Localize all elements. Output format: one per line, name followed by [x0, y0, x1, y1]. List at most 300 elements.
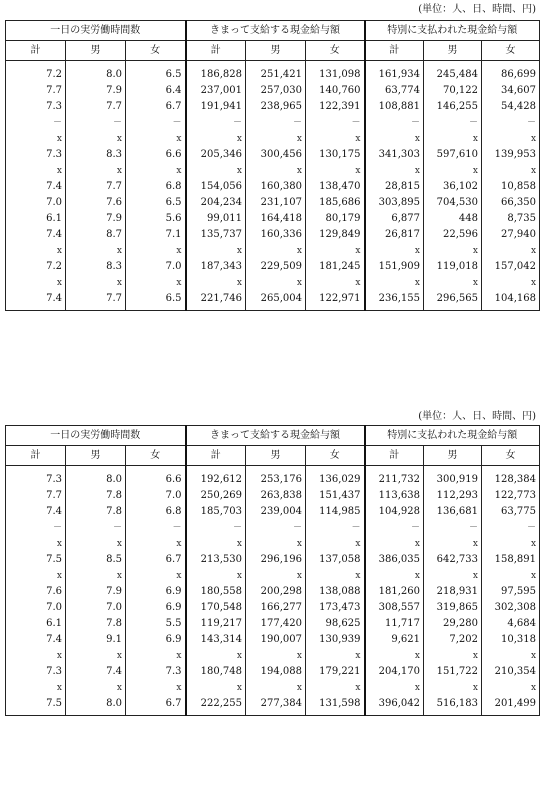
- table-cell: 341,303: [365, 147, 424, 163]
- table-cell: x: [66, 568, 126, 584]
- table-cell: 98,625: [306, 616, 365, 632]
- table-cell: x: [246, 275, 306, 291]
- table-cell: 7.4: [6, 227, 66, 243]
- table-cell: 179,221: [306, 664, 365, 680]
- table-cell: 6.9: [126, 600, 186, 616]
- table-cell: 8,735: [482, 211, 540, 227]
- table-row: [6, 115, 540, 131]
- table-cell: 10,858: [482, 179, 540, 195]
- group-header-regular-pay: きまって支給する現金給与額: [186, 426, 365, 446]
- table-cell: 238,965: [246, 99, 306, 115]
- table-cell: x: [424, 243, 482, 259]
- column-header: 男: [246, 41, 306, 61]
- table-row: [6, 648, 540, 664]
- table-cell: 7.6: [6, 584, 66, 600]
- table-cell: 210,354: [482, 664, 540, 680]
- table-cell: 154,056: [186, 179, 246, 195]
- table-row: [6, 99, 540, 115]
- table-cell: 7.1: [126, 227, 186, 243]
- table-row: [6, 243, 540, 259]
- table-row: [6, 147, 540, 163]
- column-header: 計: [6, 41, 66, 61]
- table-cell: 194,088: [246, 664, 306, 680]
- table-cell: －: [306, 115, 365, 131]
- table-cell: x: [6, 275, 66, 291]
- table-cell: x: [186, 131, 246, 147]
- table-cell: 28,815: [365, 179, 424, 195]
- table-cell: x: [6, 131, 66, 147]
- table-cell: 6.8: [126, 179, 186, 195]
- table-body: [6, 466, 540, 716]
- table-cell: 186,828: [186, 61, 246, 84]
- table-cell: 146,255: [424, 99, 482, 115]
- table-cell: 7.0: [6, 600, 66, 616]
- table-cell: 5.6: [126, 211, 186, 227]
- table-cell: 164,418: [246, 211, 306, 227]
- table-cell: 7.4: [6, 504, 66, 520]
- table-cell: 7.0: [126, 488, 186, 504]
- unit-note: (単位：人、日、時間、円): [418, 411, 536, 422]
- table-cell: x: [186, 163, 246, 179]
- table-cell: 205,346: [186, 147, 246, 163]
- table-cell: 27,940: [482, 227, 540, 243]
- table-cell: 222,255: [186, 696, 246, 716]
- table-cell: 6.6: [126, 147, 186, 163]
- table-cell: 597,610: [424, 147, 482, 163]
- subheader-row: [6, 446, 540, 466]
- table-row: [6, 211, 540, 227]
- column-header: 女: [482, 41, 540, 61]
- table-row: [6, 259, 540, 275]
- table-cell: 108,881: [365, 99, 424, 115]
- table-cell: 448: [424, 211, 482, 227]
- wage-table: [5, 20, 540, 311]
- table-row: [6, 680, 540, 696]
- table-cell: 158,891: [482, 552, 540, 568]
- table-cell: 7.5: [6, 552, 66, 568]
- table-cell: 10,318: [482, 632, 540, 648]
- table-cell: x: [186, 568, 246, 584]
- group-header-row: [6, 426, 540, 446]
- table-cell: 54,428: [482, 99, 540, 115]
- table-cell: 177,420: [246, 616, 306, 632]
- table-row: [6, 195, 540, 211]
- table-cell: x: [126, 243, 186, 259]
- table-row: [6, 83, 540, 99]
- table-cell: 7.2: [6, 61, 66, 84]
- table-cell: 8.0: [66, 466, 126, 489]
- table-cell: 166,277: [246, 600, 306, 616]
- column-header: 計: [365, 446, 424, 466]
- table-cell: 8.0: [66, 61, 126, 84]
- wage-table: [5, 425, 540, 716]
- table-cell: 119,217: [186, 616, 246, 632]
- table-cell: 122,391: [306, 99, 365, 115]
- table-cell: x: [482, 163, 540, 179]
- table-cell: 213,530: [186, 552, 246, 568]
- table-cell: 7.8: [66, 488, 126, 504]
- table-cell: 130,939: [306, 632, 365, 648]
- table-cell: x: [66, 243, 126, 259]
- table-cell: 6.9: [126, 632, 186, 648]
- table-cell: 180,558: [186, 584, 246, 600]
- table-cell: x: [424, 648, 482, 664]
- table-cell: x: [424, 163, 482, 179]
- table-cell: 204,170: [365, 664, 424, 680]
- group-header-regular-pay: きまって支給する現金給与額: [186, 21, 365, 41]
- table-cell: 136,029: [306, 466, 365, 489]
- table-row: [6, 504, 540, 520]
- table-cell: 7.4: [6, 632, 66, 648]
- table-cell: 36,102: [424, 179, 482, 195]
- table-cell: 296,196: [246, 552, 306, 568]
- table-cell: 204,234: [186, 195, 246, 211]
- table-cell: 157,042: [482, 259, 540, 275]
- column-header: 男: [424, 446, 482, 466]
- table-row: [6, 520, 540, 536]
- table-cell: x: [126, 163, 186, 179]
- table-cell: 319,865: [424, 600, 482, 616]
- column-header: 男: [246, 446, 306, 466]
- column-header: 女: [306, 446, 365, 466]
- table-cell: 253,176: [246, 466, 306, 489]
- table-cell: 8.0: [66, 696, 126, 716]
- table-row: [6, 552, 540, 568]
- table-cell: x: [6, 568, 66, 584]
- table-row: [6, 584, 540, 600]
- column-header: 男: [66, 446, 126, 466]
- table-cell: x: [246, 648, 306, 664]
- table-cell: x: [424, 568, 482, 584]
- table-cell: 66,350: [482, 195, 540, 211]
- table-cell: 6.1: [6, 616, 66, 632]
- table-cell: 7.4: [66, 664, 126, 680]
- table-cell: 7.3: [126, 664, 186, 680]
- table-cell: 642,733: [424, 552, 482, 568]
- column-header: 計: [186, 41, 246, 61]
- table-cell: x: [306, 243, 365, 259]
- table-row: [6, 163, 540, 179]
- table-cell: x: [66, 536, 126, 552]
- table-cell: 137,058: [306, 552, 365, 568]
- table-cell: x: [306, 131, 365, 147]
- table-cell: 138,088: [306, 584, 365, 600]
- table-cell: －: [66, 115, 126, 131]
- table-cell: x: [365, 163, 424, 179]
- table-row: [6, 616, 540, 632]
- table-row: [6, 632, 540, 648]
- table-cell: 173,473: [306, 600, 365, 616]
- table-cell: 192,612: [186, 466, 246, 489]
- table-cell: 516,183: [424, 696, 482, 716]
- table-cell: x: [126, 131, 186, 147]
- table-cell: x: [246, 163, 306, 179]
- table-cell: 180,748: [186, 664, 246, 680]
- table-cell: 86,699: [482, 61, 540, 84]
- table-cell: x: [365, 680, 424, 696]
- table-row: [6, 131, 540, 147]
- table-cell: 250,269: [186, 488, 246, 504]
- table-cell: －: [482, 115, 540, 131]
- table-cell: 136,681: [424, 504, 482, 520]
- column-header: 女: [482, 446, 540, 466]
- table-body: [6, 61, 540, 311]
- table-cell: 114,985: [306, 504, 365, 520]
- table-cell: 119,018: [424, 259, 482, 275]
- table-cell: －: [246, 520, 306, 536]
- table-cell: 7.9: [66, 83, 126, 99]
- table-cell: x: [365, 275, 424, 291]
- table-cell: x: [246, 568, 306, 584]
- table-cell: x: [6, 680, 66, 696]
- table-cell: x: [6, 163, 66, 179]
- table-cell: 7.3: [6, 99, 66, 115]
- table-cell: x: [365, 648, 424, 664]
- table-cell: 6.5: [126, 195, 186, 211]
- table-cell: x: [66, 680, 126, 696]
- table-cell: 151,722: [424, 664, 482, 680]
- table-cell: 265,004: [246, 291, 306, 311]
- table-cell: x: [186, 243, 246, 259]
- table-cell: 70,122: [424, 83, 482, 99]
- table-cell: x: [246, 243, 306, 259]
- table-cell: 7.9: [66, 211, 126, 227]
- table-cell: 303,895: [365, 195, 424, 211]
- table-cell: 7.4: [6, 179, 66, 195]
- table-row: [6, 275, 540, 291]
- table-row: [6, 466, 540, 489]
- table-cell: 4,684: [482, 616, 540, 632]
- table-cell: 160,336: [246, 227, 306, 243]
- table-cell: 7.7: [66, 291, 126, 311]
- column-header: 計: [186, 446, 246, 466]
- table-cell: 296,565: [424, 291, 482, 311]
- table-cell: 151,909: [365, 259, 424, 275]
- table-cell: x: [365, 536, 424, 552]
- table-cell: 6.9: [126, 584, 186, 600]
- table-row: [6, 488, 540, 504]
- table-cell: x: [424, 536, 482, 552]
- table-cell: 7.4: [6, 291, 66, 311]
- table-cell: －: [126, 520, 186, 536]
- table-cell: 181,245: [306, 259, 365, 275]
- table-cell: x: [126, 275, 186, 291]
- table-cell: 104,168: [482, 291, 540, 311]
- table-cell: 185,686: [306, 195, 365, 211]
- table-cell: 160,380: [246, 179, 306, 195]
- table-cell: 170,548: [186, 600, 246, 616]
- table-cell: x: [126, 648, 186, 664]
- table-cell: x: [246, 131, 306, 147]
- table-cell: 6.7: [126, 552, 186, 568]
- table-cell: 131,598: [306, 696, 365, 716]
- table-cell: 237,001: [186, 83, 246, 99]
- table-cell: 218,931: [424, 584, 482, 600]
- table-cell: x: [6, 648, 66, 664]
- table-cell: 6.5: [126, 61, 186, 84]
- table-row: [6, 227, 540, 243]
- table-cell: x: [424, 275, 482, 291]
- table-cell: x: [186, 648, 246, 664]
- subheader-row: [6, 41, 540, 61]
- table-cell: －: [6, 520, 66, 536]
- table-cell: 9,621: [365, 632, 424, 648]
- table-cell: x: [482, 568, 540, 584]
- table-cell: 7.7: [66, 99, 126, 115]
- table-cell: 7.8: [66, 616, 126, 632]
- table-cell: 7.6: [66, 195, 126, 211]
- table-cell: x: [126, 680, 186, 696]
- table-cell: 34,607: [482, 83, 540, 99]
- table-cell: 29,280: [424, 616, 482, 632]
- table-cell: x: [186, 275, 246, 291]
- table-cell: x: [306, 163, 365, 179]
- table-cell: 7.5: [6, 696, 66, 716]
- table-cell: 7.0: [6, 195, 66, 211]
- group-header-hours: 一日の実労働時間数: [6, 426, 186, 446]
- table-cell: x: [6, 536, 66, 552]
- table-cell: 8.3: [66, 147, 126, 163]
- unit-note: (単位：人、日、時間、円): [418, 4, 536, 15]
- group-header-hours: 一日の実労働時間数: [6, 21, 186, 41]
- table-cell: x: [482, 131, 540, 147]
- table-cell: 63,775: [482, 504, 540, 520]
- table-cell: 7.3: [6, 147, 66, 163]
- table-cell: 221,746: [186, 291, 246, 311]
- table-cell: 99,011: [186, 211, 246, 227]
- table-cell: 257,030: [246, 83, 306, 99]
- table-cell: 113,638: [365, 488, 424, 504]
- table-cell: －: [306, 520, 365, 536]
- table-cell: 236,155: [365, 291, 424, 311]
- table-cell: x: [306, 680, 365, 696]
- table-cell: －: [186, 520, 246, 536]
- table-cell: 181,260: [365, 584, 424, 600]
- table-cell: x: [66, 648, 126, 664]
- table-cell: 239,004: [246, 504, 306, 520]
- table-cell: 6.6: [126, 466, 186, 489]
- column-header: 計: [365, 41, 424, 61]
- table-cell: x: [365, 243, 424, 259]
- table-cell: －: [482, 520, 540, 536]
- table-cell: 7.2: [6, 259, 66, 275]
- table-cell: x: [306, 568, 365, 584]
- column-header: 女: [126, 41, 186, 61]
- table-cell: 200,298: [246, 584, 306, 600]
- table-cell: 9.1: [66, 632, 126, 648]
- table-cell: x: [306, 648, 365, 664]
- table-cell: 7.7: [66, 179, 126, 195]
- table-cell: x: [424, 680, 482, 696]
- table-cell: 231,107: [246, 195, 306, 211]
- table-cell: 97,595: [482, 584, 540, 600]
- table-cell: 7.8: [66, 504, 126, 520]
- table-cell: 211,732: [365, 466, 424, 489]
- table-cell: －: [66, 520, 126, 536]
- table-cell: 308,557: [365, 600, 424, 616]
- table-cell: 143,314: [186, 632, 246, 648]
- table-cell: 112,293: [424, 488, 482, 504]
- table-cell: 129,849: [306, 227, 365, 243]
- table-cell: x: [66, 163, 126, 179]
- table-cell: x: [66, 275, 126, 291]
- table-cell: 128,384: [482, 466, 540, 489]
- table-cell: 6.5: [126, 291, 186, 311]
- table-cell: x: [365, 131, 424, 147]
- table-cell: 7.9: [66, 584, 126, 600]
- table-cell: 190,007: [246, 632, 306, 648]
- table-cell: 138,470: [306, 179, 365, 195]
- table-cell: 8.7: [66, 227, 126, 243]
- table-cell: －: [6, 115, 66, 131]
- table-cell: 8.3: [66, 259, 126, 275]
- table-cell: 140,760: [306, 83, 365, 99]
- table-cell: 251,421: [246, 61, 306, 84]
- table-cell: －: [365, 115, 424, 131]
- table-cell: 7.7: [6, 488, 66, 504]
- table-cell: x: [66, 131, 126, 147]
- table-cell: 187,343: [186, 259, 246, 275]
- table-cell: 302,308: [482, 600, 540, 616]
- table-cell: 386,035: [365, 552, 424, 568]
- table-cell: x: [246, 680, 306, 696]
- table-cell: x: [482, 648, 540, 664]
- table-cell: －: [424, 115, 482, 131]
- table-cell: x: [482, 680, 540, 696]
- table-cell: 130,175: [306, 147, 365, 163]
- table-cell: 122,773: [482, 488, 540, 504]
- table-cell: x: [306, 275, 365, 291]
- table-cell: 7.3: [6, 664, 66, 680]
- table-cell: x: [306, 536, 365, 552]
- table-cell: 131,098: [306, 61, 365, 84]
- column-header: 女: [306, 41, 365, 61]
- table-cell: 22,596: [424, 227, 482, 243]
- table-cell: x: [186, 536, 246, 552]
- table-cell: 139,953: [482, 147, 540, 163]
- column-header: 男: [424, 41, 482, 61]
- column-header: 計: [6, 446, 66, 466]
- table-cell: 7.3: [6, 466, 66, 489]
- table-cell: 5.5: [126, 616, 186, 632]
- table-cell: x: [482, 536, 540, 552]
- table-cell: 8.5: [66, 552, 126, 568]
- table-cell: 191,941: [186, 99, 246, 115]
- column-header: 女: [126, 446, 186, 466]
- table-cell: 7.0: [66, 600, 126, 616]
- table-cell: x: [126, 568, 186, 584]
- table-cell: 104,928: [365, 504, 424, 520]
- table-cell: －: [126, 115, 186, 131]
- table-cell: 7.7: [6, 83, 66, 99]
- table-cell: 161,934: [365, 61, 424, 84]
- table-row: [6, 536, 540, 552]
- table-cell: 6,877: [365, 211, 424, 227]
- table-cell: 122,971: [306, 291, 365, 311]
- table-row: [6, 61, 540, 84]
- column-header: 男: [66, 41, 126, 61]
- table-row: [6, 696, 540, 716]
- table-cell: 80,179: [306, 211, 365, 227]
- group-header-special-pay: 特別に支払われた現金給与額: [365, 426, 540, 446]
- table-row: [6, 291, 540, 311]
- table-row: [6, 568, 540, 584]
- group-header-row: [6, 21, 540, 41]
- table-cell: 300,919: [424, 466, 482, 489]
- table-cell: x: [424, 131, 482, 147]
- table-cell: 277,384: [246, 696, 306, 716]
- table-cell: x: [6, 243, 66, 259]
